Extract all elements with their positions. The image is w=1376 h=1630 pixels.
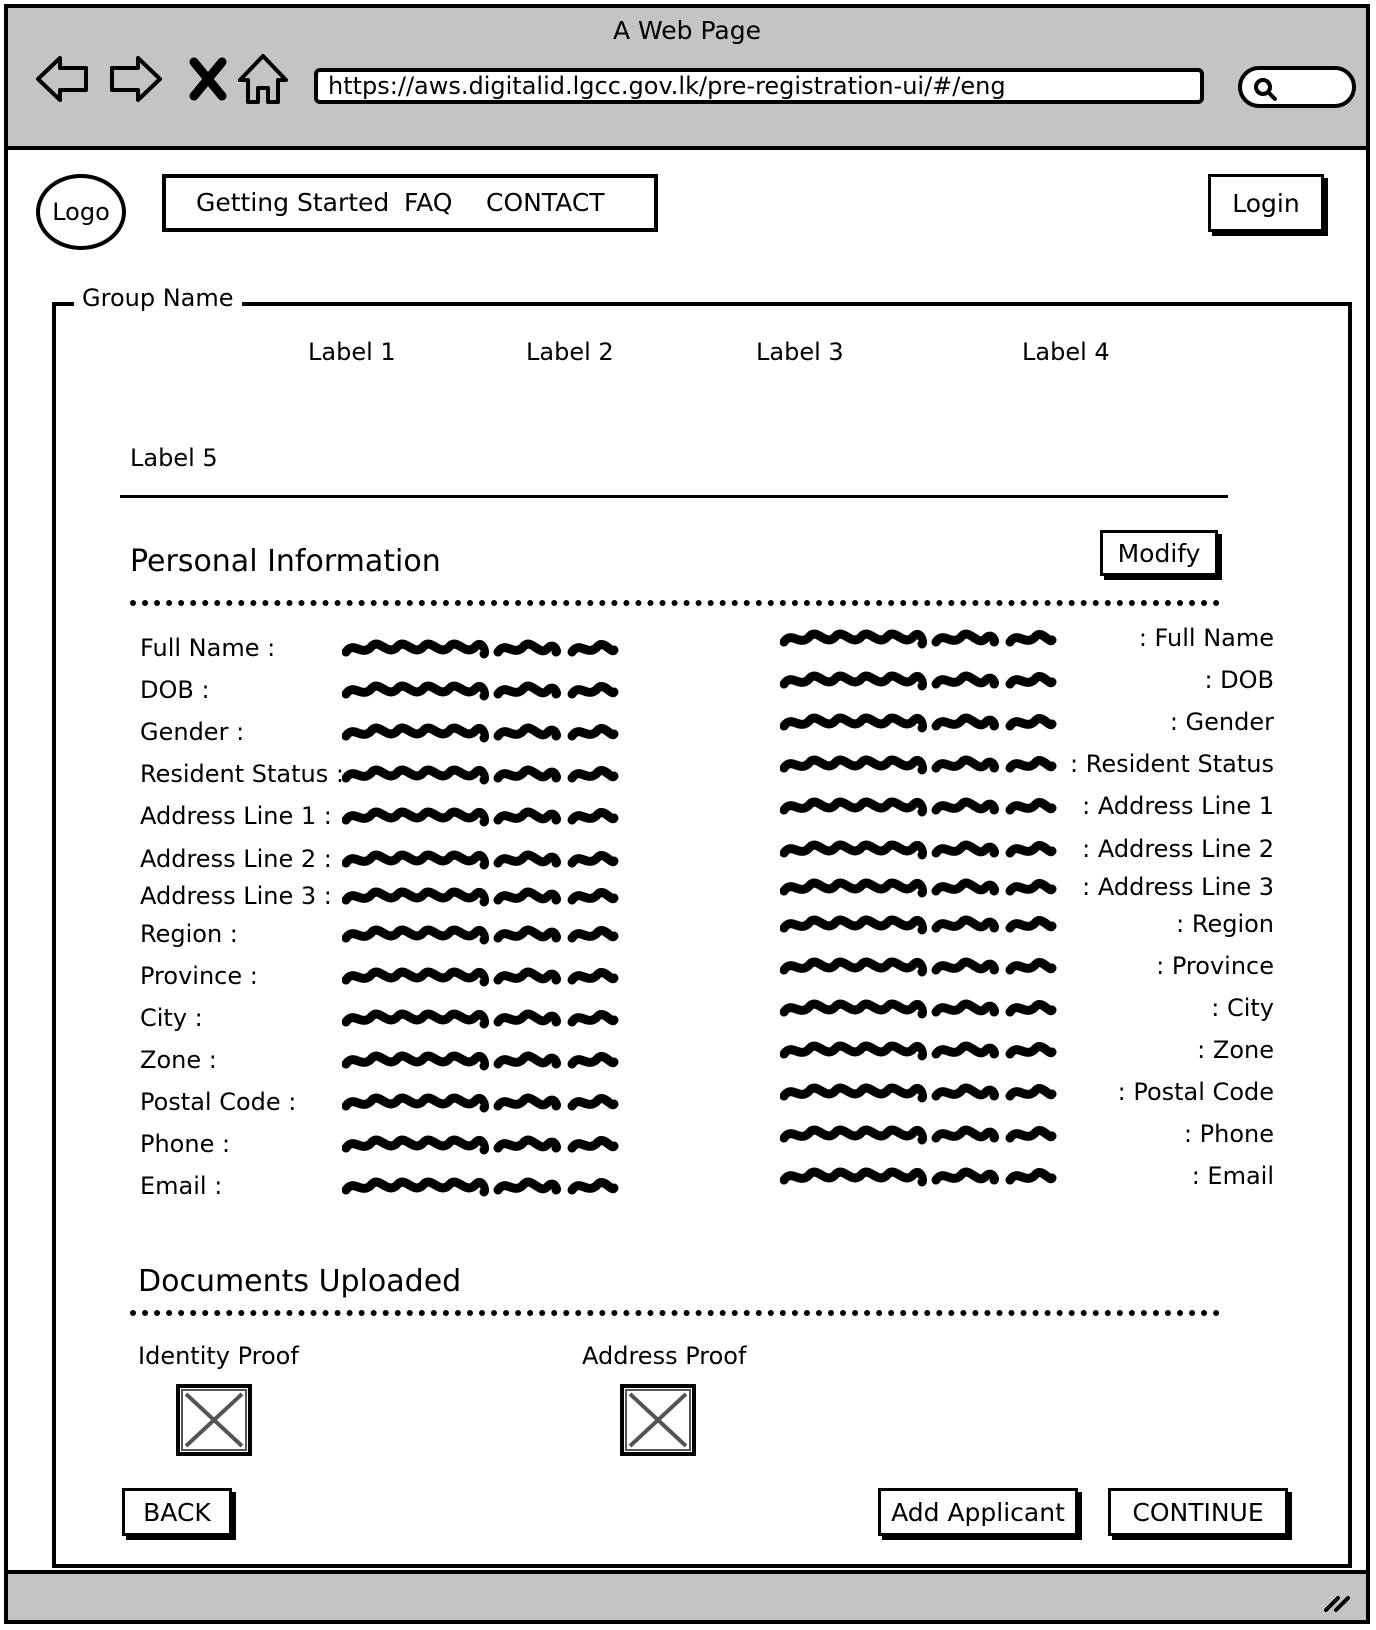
home-icon[interactable] [234, 50, 292, 108]
continue-button[interactable]: CONTINUE [1108, 1488, 1288, 1536]
field-label-left: Full Name : [140, 634, 276, 662]
field-value-left [342, 847, 622, 873]
field-label-left: Address Line 1 : [140, 802, 332, 830]
nav-faq[interactable]: FAQ [404, 188, 453, 217]
field-value-left [342, 1132, 622, 1158]
forward-arrow-icon[interactable] [106, 50, 164, 108]
field-label-right: : Region [1176, 910, 1274, 938]
window-title: A Web Page [612, 16, 762, 45]
field-label-right: : Resident Status [1070, 750, 1274, 778]
field-label-right: : DOB [1204, 666, 1274, 694]
field-value-left [342, 762, 622, 788]
address-proof-label: Address Proof [582, 1342, 747, 1370]
address-proof-image-icon[interactable] [620, 1384, 696, 1456]
label-1: Label 1 [308, 338, 396, 366]
field-value-left [342, 964, 622, 990]
divider [120, 495, 1228, 498]
field-label-right: : Province [1156, 952, 1274, 980]
field-label-right: : Address Line 1 [1082, 792, 1274, 820]
field-label-left: Province : [140, 962, 258, 990]
browser-window [4, 4, 1370, 1624]
field-label-left: Gender : [140, 718, 245, 746]
field-label-left: Phone : [140, 1130, 231, 1158]
dotted-divider [130, 1310, 1220, 1316]
search-icon [1252, 76, 1278, 102]
field-label-right: : Address Line 2 [1082, 835, 1274, 863]
field-label-right: : Email [1191, 1162, 1274, 1190]
field-label-right: : City [1211, 994, 1274, 1022]
search-input[interactable] [1238, 66, 1356, 108]
back-arrow-icon[interactable] [34, 50, 92, 108]
group-legend: Group Name [74, 284, 242, 312]
field-label-left: Address Line 3 : [140, 882, 332, 910]
field-label-left: Resident Status : [140, 760, 344, 788]
modify-button[interactable]: Modify [1100, 530, 1218, 576]
field-value-left [342, 1006, 622, 1032]
nav-getting-started[interactable]: Getting Started [196, 188, 390, 217]
field-label-right: : Address Line 3 [1082, 873, 1274, 901]
field-value-left [342, 720, 622, 746]
field-value-left [342, 1090, 622, 1116]
nav-contact[interactable]: CONTACT [486, 188, 605, 217]
field-value-left [342, 678, 622, 704]
field-label-left: City : [140, 1004, 203, 1032]
resize-grip-icon[interactable] [1322, 1588, 1352, 1614]
browser-chrome [8, 8, 1366, 150]
personal-info-title: Personal Information [130, 544, 441, 579]
documents-title: Documents Uploaded [138, 1264, 462, 1299]
field-label-right: : Gender [1169, 708, 1274, 736]
field-label-right: : Postal Code [1117, 1078, 1274, 1106]
status-bar [8, 1570, 1366, 1620]
field-label-left: Region : [140, 920, 238, 948]
field-value-left [342, 1174, 622, 1200]
field-label-left: DOB : [140, 676, 210, 704]
field-label-left: Zone : [140, 1046, 217, 1074]
label-5: Label 5 [130, 444, 218, 472]
field-label-right: : Phone [1183, 1120, 1274, 1148]
close-icon[interactable] [180, 50, 238, 108]
field-value-left [342, 804, 622, 830]
field-label-left: Address Line 2 : [140, 845, 332, 873]
identity-proof-image-icon[interactable] [176, 1384, 252, 1456]
field-label-left: Postal Code : [140, 1088, 297, 1116]
field-value-left [342, 922, 622, 948]
label-4: Label 4 [1022, 338, 1110, 366]
add-applicant-button[interactable]: Add Applicant [878, 1488, 1078, 1536]
field-value-left [342, 884, 622, 910]
field-label-right: : Zone [1197, 1036, 1274, 1064]
dotted-divider [130, 600, 1220, 606]
identity-proof-label: Identity Proof [138, 1342, 299, 1370]
field-value-left [342, 1048, 622, 1074]
field-value-left [342, 636, 622, 662]
label-2: Label 2 [526, 338, 614, 366]
field-label-left: Email : [140, 1172, 223, 1200]
address-bar[interactable]: https://aws.digitalid.lgcc.gov.lk/pre-registration-ui/#/eng [314, 68, 1204, 104]
label-3: Label 3 [756, 338, 844, 366]
top-nav [162, 174, 658, 232]
logo: Logo [36, 174, 126, 250]
field-label-right: : Full Name [1138, 624, 1274, 652]
back-button[interactable]: BACK [122, 1488, 232, 1536]
login-button[interactable]: Login [1208, 174, 1324, 232]
